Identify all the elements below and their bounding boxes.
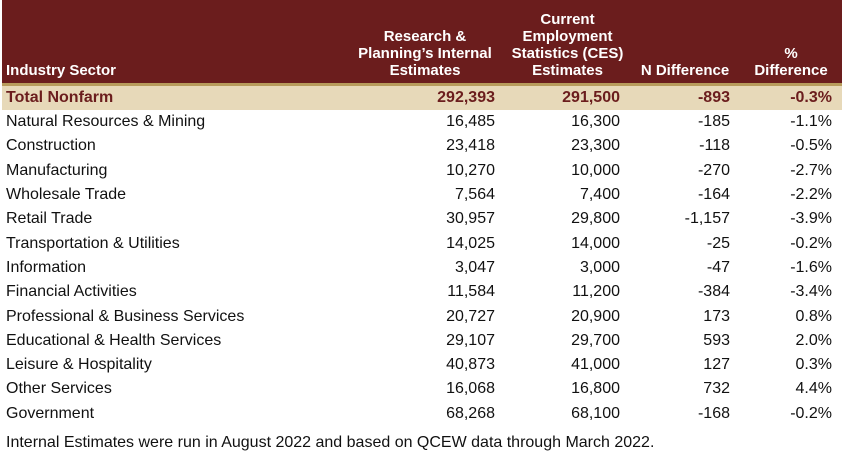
cell-sector: Financial Activities [6, 283, 137, 301]
total-row [2, 85, 842, 111]
cell-n-difference: 173 [703, 307, 730, 325]
cell-ces: 41,000 [571, 356, 620, 374]
cell-percent-difference: -1.6% [790, 258, 832, 276]
cell-sector: Professional & Business Services [6, 307, 245, 325]
cell-internal: 16,068 [446, 380, 495, 398]
cell-sector: Leisure & Hospitality [6, 356, 152, 374]
table-row [2, 304, 842, 328]
table-row [2, 280, 842, 304]
cell-internal: 30,957 [446, 210, 495, 228]
cell-n-difference: 127 [703, 356, 730, 374]
cell-percent-difference: -0.5% [790, 137, 832, 155]
total-sector: Total Nonfarm [2, 85, 345, 111]
cell-internal: 16,485 [446, 113, 495, 131]
table-row [2, 159, 842, 183]
cell-n-difference: 732 [703, 380, 730, 398]
table-body [2, 85, 842, 426]
cell-percent-difference: -1.1% [790, 113, 832, 131]
cell-ces: 14,000 [571, 234, 620, 252]
cell-n-difference: 593 [703, 331, 730, 349]
footnote: Internal Estimates were run in August 2022 and based on QCEW data through March 2022. [6, 433, 655, 451]
table-row [2, 183, 842, 207]
cell-ces: 29,700 [571, 331, 620, 349]
cell-internal: 10,270 [446, 161, 495, 179]
cell-n-difference: -384 [697, 283, 730, 301]
cell-ces: 3,000 [579, 258, 620, 276]
cell-sector: Wholesale Trade [6, 186, 127, 204]
table-row [2, 377, 842, 401]
cell-n-difference: -270 [697, 161, 730, 179]
header-ces-estimates: Current Employment Statistics (CES) Estimates [505, 0, 630, 85]
cell-sector: Retail Trade [6, 210, 93, 228]
table-header [2, 0, 842, 85]
cell-sector: Other Services [6, 380, 112, 398]
cell-percent-difference: -0.2% [790, 404, 832, 422]
cell-ces: 20,900 [571, 307, 620, 325]
table-row [2, 402, 842, 426]
header-internal-estimates: Research & Planning’s Internal Estimates [345, 0, 505, 85]
cell-ces: 23,300 [571, 137, 620, 155]
cell-n-difference: -164 [697, 186, 730, 204]
table-row [2, 329, 842, 353]
cell-sector: Natural Resources & Mining [6, 113, 206, 131]
table-row [2, 231, 842, 255]
cell-internal: 20,727 [446, 307, 495, 325]
cell-internal: 68,268 [446, 404, 495, 422]
cell-n-difference: -1,157 [684, 210, 730, 228]
cell-sector: Manufacturing [6, 161, 108, 179]
cell-n-difference: -25 [706, 234, 730, 252]
cell-percent-difference: 0.8% [795, 307, 832, 325]
cell-internal: 40,873 [446, 356, 495, 374]
total-percent-difference: -0.3% [740, 85, 842, 111]
cell-ces: 10,000 [571, 161, 620, 179]
cell-internal: 7,564 [454, 186, 495, 204]
total-n-difference: -893 [630, 85, 740, 111]
header-percent-difference: % Difference [740, 0, 842, 85]
table-row [2, 256, 842, 280]
cell-percent-difference: -2.2% [790, 186, 832, 204]
cell-sector: Government [6, 404, 95, 422]
table-row [2, 110, 842, 134]
cell-n-difference: -185 [697, 113, 730, 131]
header-row [2, 0, 842, 85]
table-row [2, 134, 842, 158]
cell-percent-difference: 2.0% [795, 331, 832, 349]
total-internal: 292,393 [345, 85, 505, 111]
cell-sector: Information [6, 258, 87, 276]
table-row [2, 207, 842, 231]
cell-sector: Construction [6, 137, 96, 155]
cell-percent-difference: 4.4% [795, 380, 832, 398]
cell-internal: 14,025 [446, 234, 495, 252]
cell-percent-difference: -3.9% [790, 210, 832, 228]
cell-percent-difference: -2.7% [790, 161, 832, 179]
cell-percent-difference: -0.2% [790, 234, 832, 252]
table-row [2, 353, 842, 377]
total-ces: 291,500 [505, 85, 630, 111]
cell-internal: 3,047 [454, 258, 495, 276]
cell-ces: 16,300 [571, 113, 620, 131]
cell-n-difference: -47 [706, 258, 730, 276]
cell-ces: 16,800 [571, 380, 620, 398]
cell-ces: 7,400 [579, 186, 620, 204]
header-n-difference: N Difference [630, 0, 740, 85]
cell-n-difference: -168 [697, 404, 730, 422]
cell-ces: 29,800 [571, 210, 620, 228]
cell-ces: 68,100 [571, 404, 620, 422]
header-industry-sector: Industry Sector [2, 0, 345, 85]
cell-ces: 11,200 [572, 283, 620, 301]
cell-percent-difference: 0.3% [795, 356, 832, 374]
employment-estimates-table [2, 0, 842, 426]
cell-internal: 23,418 [446, 137, 495, 155]
cell-percent-difference: -3.4% [790, 283, 832, 301]
cell-sector: Transportation & Utilities [6, 234, 180, 252]
cell-n-difference: -118 [699, 137, 730, 155]
cell-internal: 11,584 [447, 283, 495, 301]
cell-sector: Educational & Health Services [6, 331, 222, 349]
cell-internal: 29,107 [446, 331, 495, 349]
